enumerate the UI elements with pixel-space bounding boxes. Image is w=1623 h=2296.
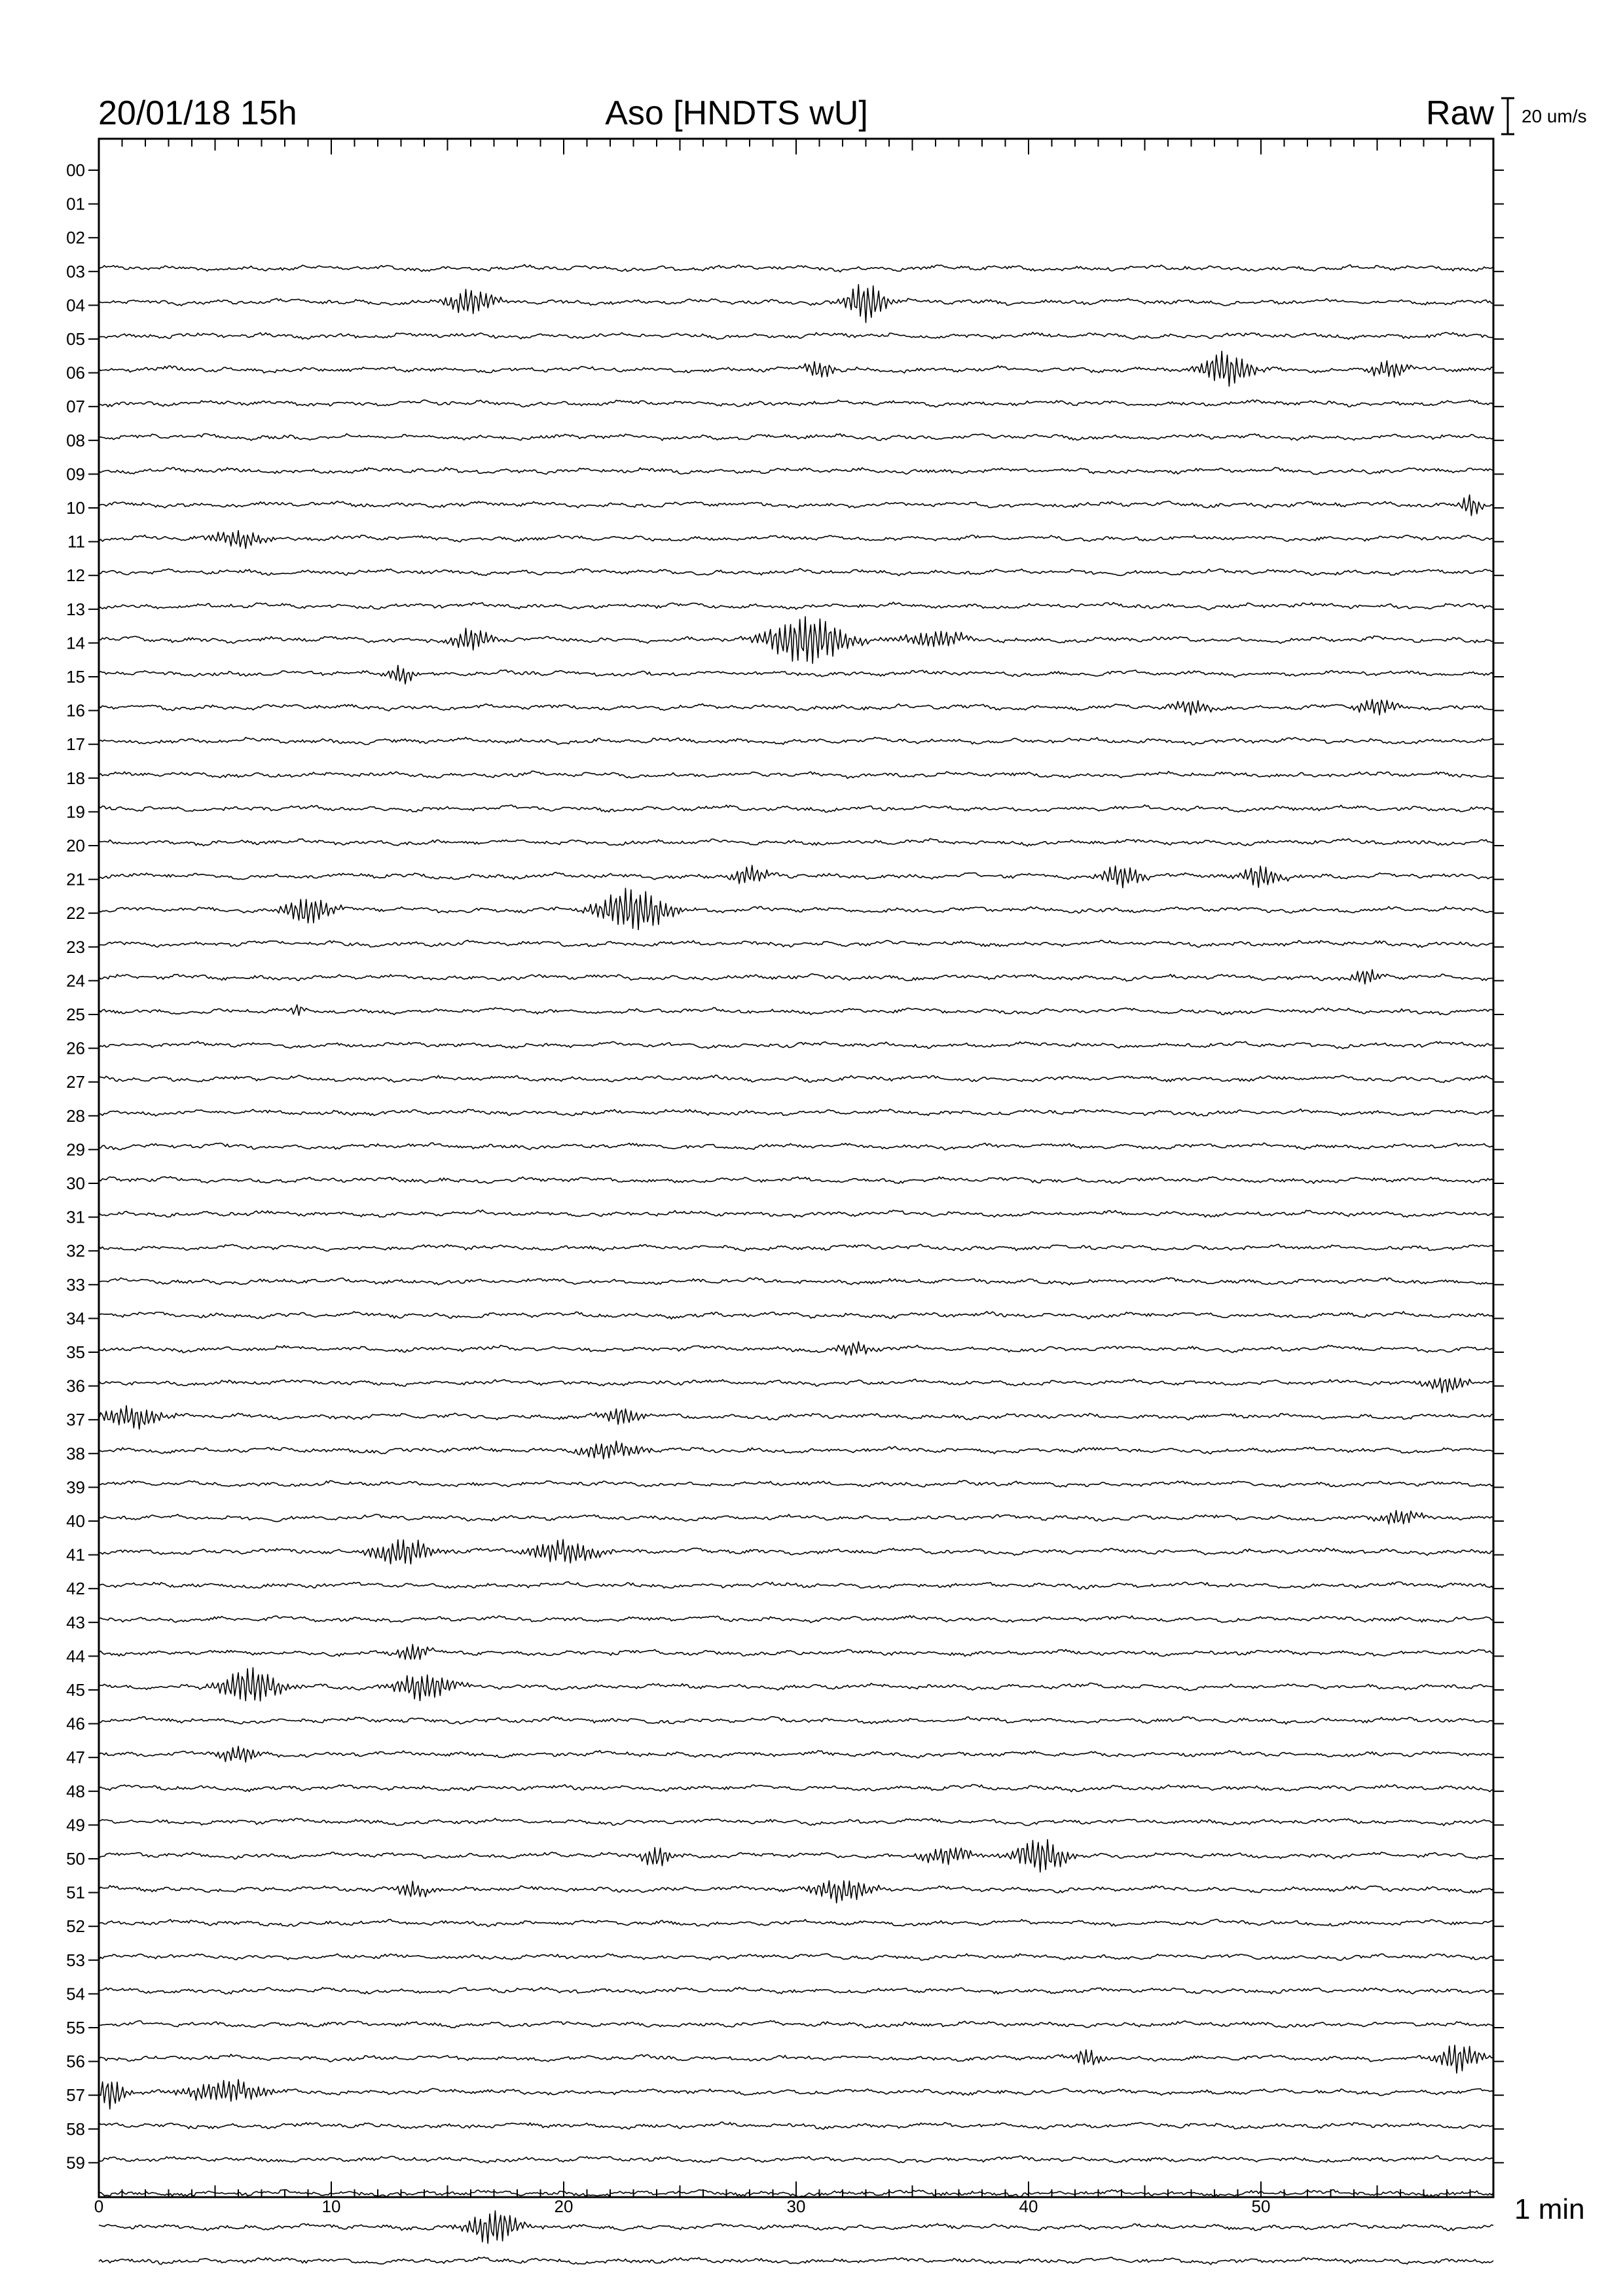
row-label: 11 [67, 531, 85, 552]
row-label: 01 [66, 194, 85, 214]
row-label: 10 [66, 498, 85, 518]
row-label: 19 [66, 802, 85, 822]
row-label: 53 [66, 1950, 85, 1970]
x-tick-label: 20 [554, 2197, 574, 2216]
duration-label: 1 min [1514, 2193, 1585, 2225]
row-label: 55 [66, 2018, 85, 2037]
x-tick-label: 40 [1019, 2197, 1038, 2216]
row-label: 26 [66, 1038, 85, 1058]
row-label: 34 [66, 1308, 85, 1329]
row-label: 30 [66, 1174, 85, 1193]
row-label: 54 [66, 1984, 85, 2004]
row-label: 35 [66, 1342, 85, 1362]
x-tick-label: 50 [1251, 2197, 1271, 2216]
row-label: 05 [66, 329, 85, 349]
row-label: 09 [66, 464, 85, 484]
row-label: 24 [66, 971, 85, 991]
row-label: 59 [66, 2153, 85, 2173]
x-tick-label: 10 [321, 2197, 341, 2216]
mode-label: Raw [1425, 94, 1494, 132]
row-label: 31 [66, 1207, 85, 1227]
row-label: 44 [66, 1646, 85, 1666]
row-label: 51 [66, 1882, 85, 1903]
row-label: 03 [66, 261, 85, 281]
row-label: 56 [66, 2051, 85, 2072]
row-label: 27 [66, 1072, 85, 1092]
station-title: Aso [HNDTS wU] [605, 94, 868, 132]
x-tick-label: 30 [786, 2197, 806, 2216]
row-label: 39 [66, 1477, 85, 1498]
row-label: 47 [66, 1748, 85, 1768]
row-label: 06 [66, 363, 85, 383]
row-label: 08 [66, 430, 85, 450]
row-label: 18 [66, 768, 85, 788]
row-label: 32 [66, 1241, 85, 1261]
row-label: 37 [66, 1410, 85, 1430]
row-label: 52 [66, 1916, 85, 1937]
row-label: 17 [66, 734, 85, 755]
row-label: 15 [66, 667, 85, 687]
row-label: 38 [66, 1443, 85, 1463]
row-label: 42 [66, 1579, 85, 1599]
row-label: 12 [66, 565, 85, 586]
row-label: 57 [66, 2085, 85, 2106]
x-tick-label: 0 [94, 2197, 104, 2216]
row-label: 49 [66, 1815, 85, 1835]
row-label: 23 [66, 937, 85, 957]
row-label: 33 [66, 1274, 85, 1295]
row-label: 22 [66, 903, 85, 924]
row-label: 41 [66, 1545, 85, 1565]
row-label: 46 [66, 1713, 85, 1734]
row-label: 04 [66, 295, 85, 315]
row-label: 36 [66, 1376, 85, 1396]
row-label: 00 [66, 160, 85, 180]
row-label: 07 [66, 397, 85, 417]
scale-bar-label: 20 um/s [1522, 106, 1587, 126]
row-label: 14 [66, 633, 85, 653]
row-label: 21 [66, 869, 85, 889]
row-label: 50 [66, 1849, 85, 1869]
row-label: 58 [66, 2119, 85, 2139]
datetime-label: 20/01/18 15h [98, 94, 297, 132]
row-label: 29 [66, 1139, 85, 1160]
row-label: 45 [66, 1680, 85, 1700]
row-label: 43 [66, 1612, 85, 1632]
row-label: 20 [66, 836, 85, 855]
row-label: 13 [66, 599, 85, 619]
row-label: 16 [66, 700, 85, 721]
row-label: 40 [66, 1511, 85, 1531]
row-label: 28 [66, 1105, 85, 1126]
row-label: 25 [66, 1005, 85, 1024]
row-label: 02 [66, 228, 85, 248]
row-label: 48 [66, 1781, 85, 1801]
